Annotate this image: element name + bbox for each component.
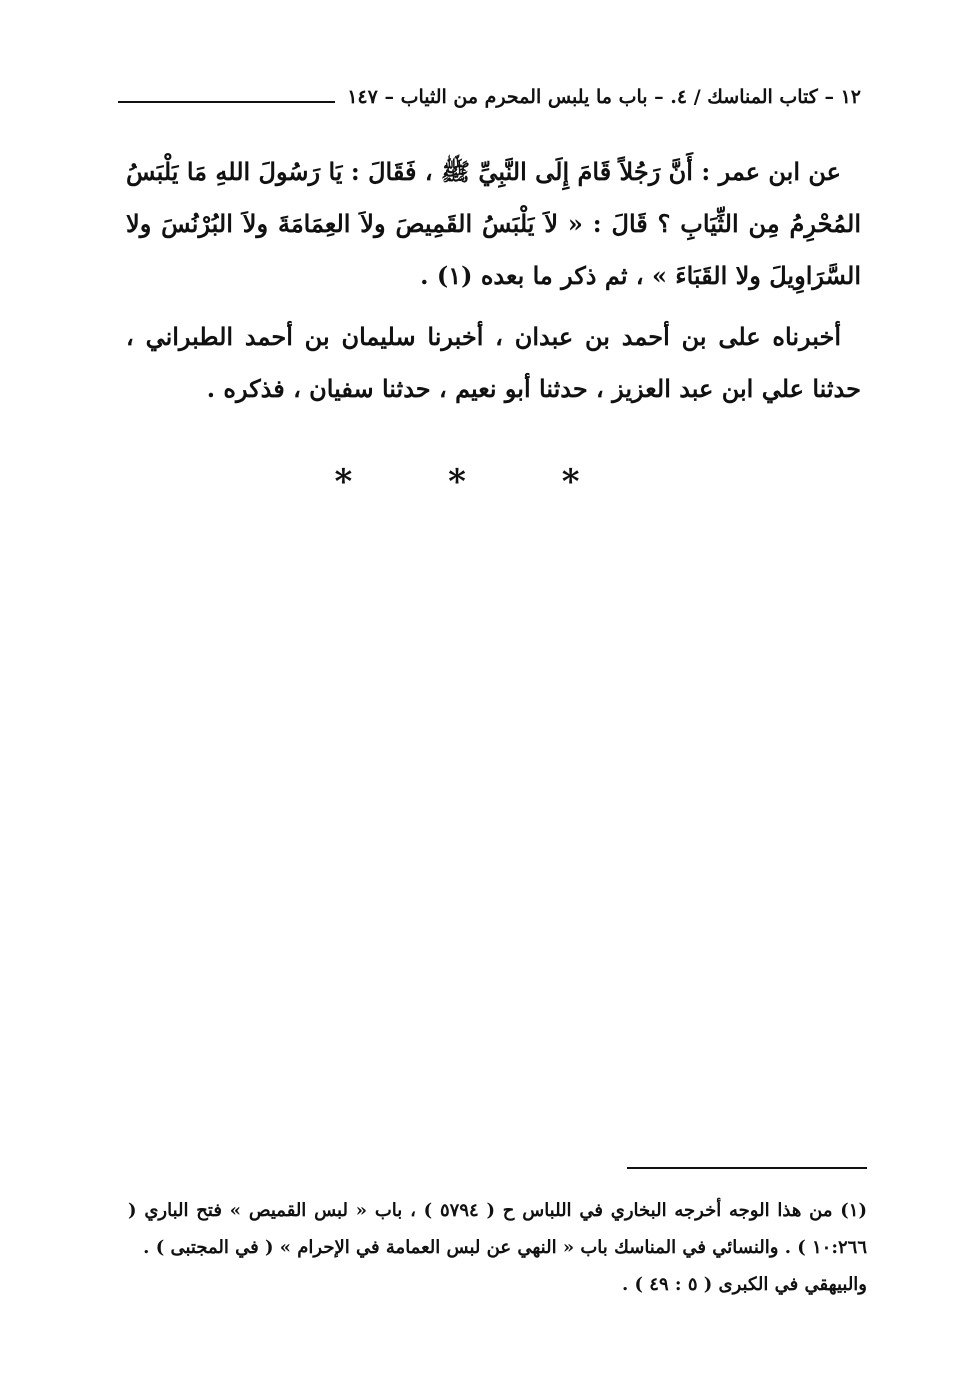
hadith-paragraph: عن ابن عمر : أَنَّ رَجُلاً قَامَ إِلَى النَّبِيِّ ﷺ ، فَقَالَ : يَا رَسُولَ اللهِ مَا يَلْبَسُ المُحْرِمُ مِن الثِّيَابِ ؟ قَالَ : « لاَ يَلْبَسُ القَمِيصَ ولاَ العِمَامَةَ ولاَ البُرْنُسَ ولا السَّرَاوِيلَ ولا القَبَاءَ » ، ثم ذكر ما بعده (١) . [126,157,861,290]
header-text: ١٢ – كتاب المناسك / ٤. – باب ما يلبس المحرم من الثياب – ١٤٧ [347,86,861,108]
header-rule [118,101,335,103]
footnote-1: (١) من هذا الوجه أخرجه البخاري في اللباس ح ( ٥٧٩٤ ) ، باب « لبس القميص » فتح الباري ( ١٠:٢٦٦ ) . والنسائي في المناسك باب « النهي عن لبس العمامة في الإحرام » ( في المجتبى ) . [128,1200,867,1258]
isnad-paragraph: أخبرناه على بن أحمد بن عبدان ، أخبرنا سليمان بن أحمد الطبراني ، حدثنا علي ابن عبد العزيز ، حدثنا أبو نعيم ، حدثنا سفيان ، فذكره . [126,322,861,403]
footnote-continuation: والبيهقي في الكبرى ( ٥ : ٤٩ ) . [621,1274,867,1295]
footnote-rule [627,1167,867,1169]
main-text [126,146,861,424]
running-header [118,86,861,108]
footnotes [128,1192,867,1303]
section-separator: * * * [334,462,622,502]
